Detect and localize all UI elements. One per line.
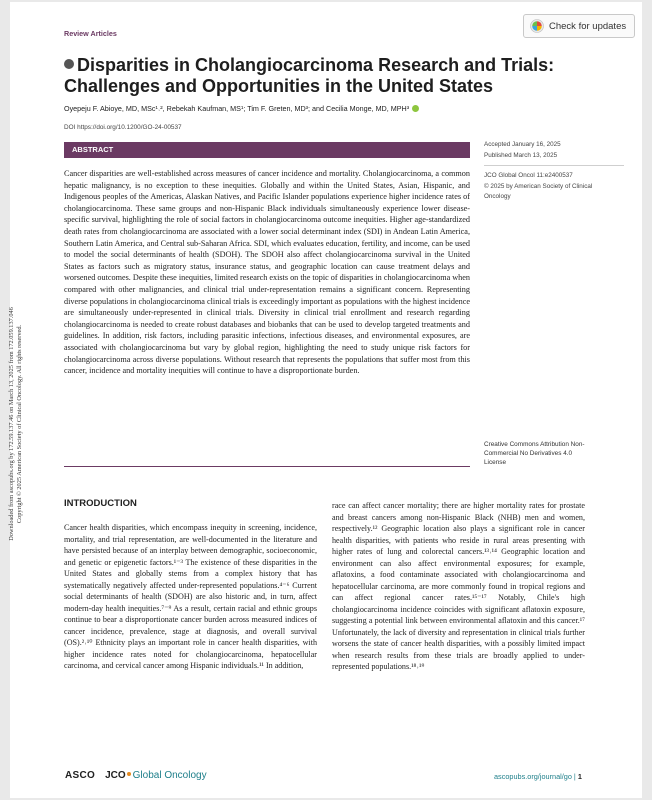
download-note-line2: Copyright © 2025 American Society of Clinical Oncology. All rights reserved. <box>16 324 23 524</box>
download-note <box>8 274 24 574</box>
check-updates-button[interactable] <box>523 14 635 38</box>
published-date: Published March 13, 2025 <box>484 152 558 159</box>
jco-dot-icon <box>127 772 131 776</box>
side-copyright: © 2025 by American Society of Clinical Oncology <box>484 183 593 200</box>
asco-logo: ASCO <box>65 770 96 781</box>
article-page <box>10 2 642 798</box>
abstract-divider <box>64 466 470 467</box>
introduction-heading: INTRODUCTION <box>64 498 137 509</box>
footer-separator: | <box>573 772 578 781</box>
side-divider <box>484 165 624 166</box>
article-title <box>64 55 574 97</box>
introduction-right-column: race can affect cancer mortality; there are higher mortality rates for prostate and breast cancers among non-Hispanic Black (NHB) men and women, respectively.¹² Geographic location also plays a significant role in cancer health disparities, with patients who reside in rural areas presenting with higher rates of lung and colorectal cancers.¹³˒¹⁴ Geographic location and environment can also affect environmental exposures; for example, aflatoxins, a food contaminate associated with cholangiocarcinoma and hepatocellular carcinoma, are more commonly found in tropical regions and can affect regional cancer rates.¹⁵⁻¹⁷ Notably, Chile's high cholangiocarcinoma incidence coincides with significant aflatoxin exposure, suggesting a potential link between environmental aflatoxin and this cancer.¹⁷ Unfortunately, the lack of diversity and representation in clinical trials further worsens the state of cancer health disparities, with a possibly limited impact when research results from these trials are broadly applied to under-represented populations.¹⁸˒¹⁹ <box>332 501 585 671</box>
check-updates-label: Check for updates <box>549 20 627 32</box>
abstract-heading: ABSTRACT <box>64 142 470 158</box>
jco-logo: JCO <box>105 770 126 781</box>
orcid-icon[interactable] <box>412 105 419 112</box>
journal-citation: JCO Global Oncol 11:e2400537 <box>484 172 573 179</box>
journal-url[interactable]: ascopubs.org/journal/go <box>494 772 572 781</box>
introduction-left-column: Cancer health disparities, which encompass inequity in screening, incidence, mortality, and trial representation, are well-documented in the literature and have persisted because of an interplay between demographic, socioeconomic, and genetic or epigenetic factors.¹⁻³ The existence of these disparities in the United States and globally stems from a complex history that has systematically negatively affected under-represented populations.⁴⁻⁶ Current social determinants of health (SDOH) are also historic and, in turn, affect modern-day health inequities.⁷⁻⁹ As a result, certain racial and ethnic groups continue to bear a disproportionate cancer burden across measured indices of cancer incidence, prevalence, stage at diagnosis, and overall survival (OS).²˒¹⁰ Ethnicity plays an important role in cancer health disparities, with higher incidence rates noted for cholangiocarcinoma, hepatocellular carcinoma, and cervical cancer among Hispanic individuals.¹¹ In addition, <box>64 523 317 670</box>
journal-name: Global Oncology <box>132 770 207 781</box>
authors-text: Oyepeju F. Abioye, MD, MSc¹˒², Rebekah Kaufman, MS¹; Tim F. Greten, MD³; and Cecilia Monge, MD, MPH³ <box>64 104 410 113</box>
abstract-body: Cancer disparities are well-established across measures of cancer incidence and mortality. Cholangiocarcinoma, a common hepatic malignancy, is no exception to these inequities. Globally and within the United States, Asian, Hispanic, and Indigenous peoples of the Americas, Alaskan Natives, and Pacific Islander populations experience higher incidence rates of cholangiocarcinoma. These same groups and non-Hispanic Black individuals simultaneously experience lower disease-specific survival, highlighting the role of social factors in cholangiocarcinoma outcome inequities. Higher age-standardized death rates from cholangiocarcinoma are associated with a lower social determinant index (SDI) in Andean Latin America, Southern Latin America, and Central sub-Saharan Africa. SDI, which evaluates education, fertility, and income, can be used to model the social determinants of health (SDOH). The SDOH also affect cholangiocarcinoma survival in the United States as factors such as migratory status, insurance status, and geographic location can cause treatment delays and worsened outcomes. Despite these inequities, limited research exists on the topic of disparities in cholangiocarcinoma when compared with other malignancies, and clinical trial under-representation remains a significant concern. Representing diverse populations in cholangiocarcinoma clinical trials is exceedingly important as populations with the highest incidence are simultaneously under-represented in clinical trials. Diversity in clinical trial enrollment and research regarding cholangiocarcinoma is needed to create robust databases and biobanks that can be used to develop targeted treatments and guidelines. In addition, risk factors, including parasitic infections, infectious diseases, and environmental exposures, are associated with cholangiocarcinoma but vary by global region, highlighting the need to study unique risk factors for cholangiocarcinoma across diverse populations. Without research that represents the populations that suffer most from this cancer, incidence and mortality inequities will continue to have a disproportionate burden. <box>64 169 470 376</box>
accepted-date: Accepted January 16, 2025 <box>484 141 561 148</box>
page-number: 1 <box>577 772 582 781</box>
license-text: Creative Commons Attribution Non-Commercial No Derivatives 4.0 License <box>484 441 585 466</box>
footer-logos <box>65 770 207 781</box>
crossmark-icon <box>530 19 544 33</box>
section-label: Review Articles <box>64 29 117 38</box>
author-list <box>64 104 624 113</box>
download-note-line1: Downloaded from ascopubs.org by 172.59.137.46 on March 13, 2025 from 172.059.137.046 <box>8 307 15 541</box>
doi-link[interactable]: DOI https://doi.org/10.1200/GO-24-00537 <box>64 124 182 131</box>
footer-right <box>494 772 582 781</box>
open-access-icon <box>64 59 74 69</box>
article-title-text: Disparities in Cholangiocarcinoma Research and Trials: Challenges and Opportunities in the United States <box>64 55 555 96</box>
